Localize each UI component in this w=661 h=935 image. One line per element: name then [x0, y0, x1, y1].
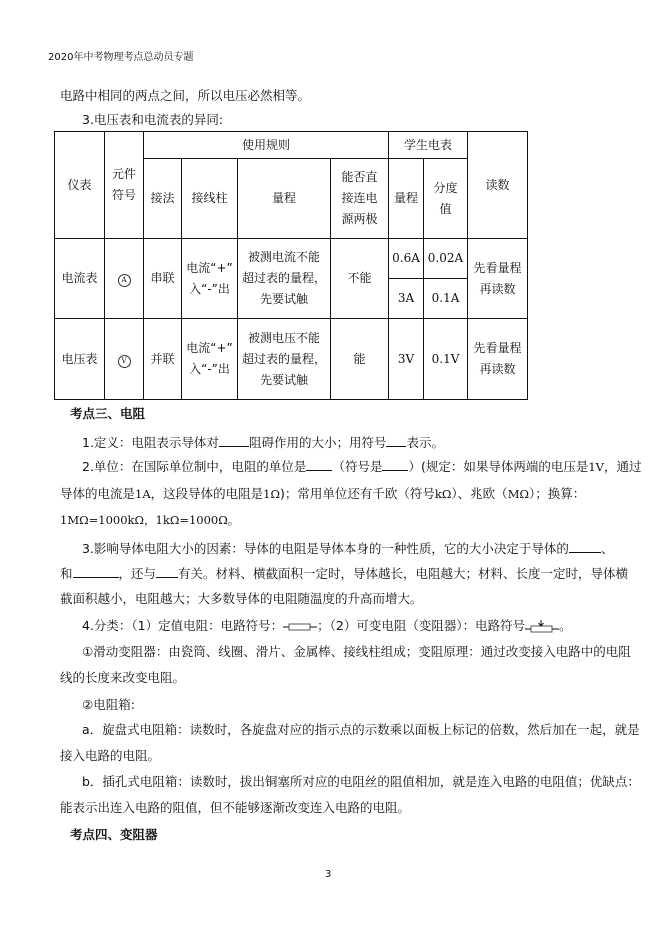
cell-direct: 不能 [331, 239, 389, 319]
cell-student-range: 0.6A [389, 239, 424, 279]
table-row [55, 239, 528, 279]
factor-line-2: 和 ，还与 有关。材料、横截面积一定时，导体越长，电阻越大；材料、长度一定时，导体横 [60, 566, 629, 581]
variable-resistor-icon [525, 620, 559, 634]
header-terminal: 接线柱 [182, 159, 238, 239]
fixed-resistor-icon [283, 621, 317, 633]
meter-comparison-table [54, 131, 528, 400]
unit-line-2: 导体的电流是1A，这段导体的电阻是1Ω)；常用单位还有千欧（符号kΩ）、兆欧（MΩ）；换算： [60, 486, 586, 501]
header-rules: 使用规则 [144, 132, 389, 159]
cell-range: 被测电压不能 超过表的量程， 先要试触 [238, 319, 331, 400]
section-title: 考点三、电阻 [70, 406, 146, 421]
cell-direct: 能 [331, 319, 389, 400]
factor-line-3: 截面积越小，电阻越大；大多数导体的电阻随温度的升高而增大。 [60, 591, 423, 606]
header-division: 分度 值 [424, 159, 468, 239]
cell-student-range: 3V [389, 319, 424, 400]
classification-line: 4.分类：（1）定值电阻：电路符号： ；（2）可变电阻（变阻器）：电路符号 。 [82, 618, 572, 633]
cell-student-range: 3A [389, 279, 424, 319]
cell-terminal: 电流“+” 入“-”出 [182, 239, 238, 319]
cell-range: 被测电流不能 超过表的量程， 先要试触 [238, 239, 331, 319]
ammeter-symbol-icon: A [105, 239, 144, 319]
plug-box-line-1: b．插孔式电阻箱：读数时，拔出铜塞所对应的电阻丝的阻值相加，就是连入电路的电阻值；优缺点： [82, 774, 640, 789]
header-meter: 仪表 [55, 132, 105, 239]
dial-box-line-1: a．旋盘式电阻箱：读数时，各旋盘对应的指示点的示数乘以面板上标记的倍数，然后加在一起，就是 [82, 722, 640, 737]
header-direct: 能否直 接连电 源两极 [331, 159, 389, 239]
page-number: 3 [325, 869, 332, 880]
header-student-range: 量程 [389, 159, 424, 239]
voltmeter-symbol-icon: V [105, 319, 144, 400]
cell-meter: 电流表 [55, 239, 105, 319]
cell-connection: 并联 [144, 319, 182, 400]
header-reading: 读数 [468, 132, 528, 239]
definition-line: 1.定义：电阻表示导体对 阻碍作用的大小；用符号 表示。 [82, 435, 444, 450]
cell-reading: 先看量程 再读数 [468, 319, 528, 400]
header-symbol: 元件 符号 [105, 132, 144, 239]
dial-box-line-2: 接入电路的电阻。 [60, 748, 161, 763]
section-title: 考点四、变阻器 [70, 827, 158, 842]
intro-line: 电路中相同的两点之间，所以电压必然相等。 [60, 88, 311, 103]
header-student: 学生电表 [389, 132, 468, 159]
factor-line-1: 3.影响导体电阻大小的因素：导体的电阻是导体本身的一种性质，它的大小决定于导体的 、 [82, 541, 614, 556]
rheostat-line-1: ①滑动变阻器：由瓷筒、线圈、滑片、金属棒、接线柱组成；变阻原理：通过改变接入电路中的电阻 [82, 644, 631, 659]
cell-meter: 电压表 [55, 319, 105, 400]
rheostat-line-2: 线的长度来改变电阻。 [60, 670, 186, 685]
unit-line-1: 2.单位：在国际单位制中，电阻的单位是 （符号是 ）(规定：如果导体两端的电压是1V，通过 [82, 459, 642, 474]
table-caption: 3.电压表和电流表的异同: [82, 112, 224, 127]
cell-connection: 串联 [144, 239, 182, 319]
header-range: 量程 [238, 159, 331, 239]
table-row [55, 319, 528, 400]
cell-reading: 先看量程 再读数 [468, 239, 528, 319]
cell-division: 0.1A [424, 279, 468, 319]
cell-terminal: 电流“+” 入“-”出 [182, 319, 238, 400]
cell-division: 0.1V [424, 319, 468, 400]
page-header: 2020年中考物理考点总动员专题 [48, 52, 194, 63]
unit-conversion: 1MΩ=1000kΩ，1kΩ=1000Ω。 [60, 513, 240, 527]
cell-division: 0.02A [424, 239, 468, 279]
plug-box-line-2: 能表示出连入电路的阻值，但不能够逐渐改变连入电路的电阻。 [60, 800, 411, 815]
resistance-box-heading: ②电阻箱: [82, 697, 135, 712]
header-connection: 接法 [144, 159, 182, 239]
